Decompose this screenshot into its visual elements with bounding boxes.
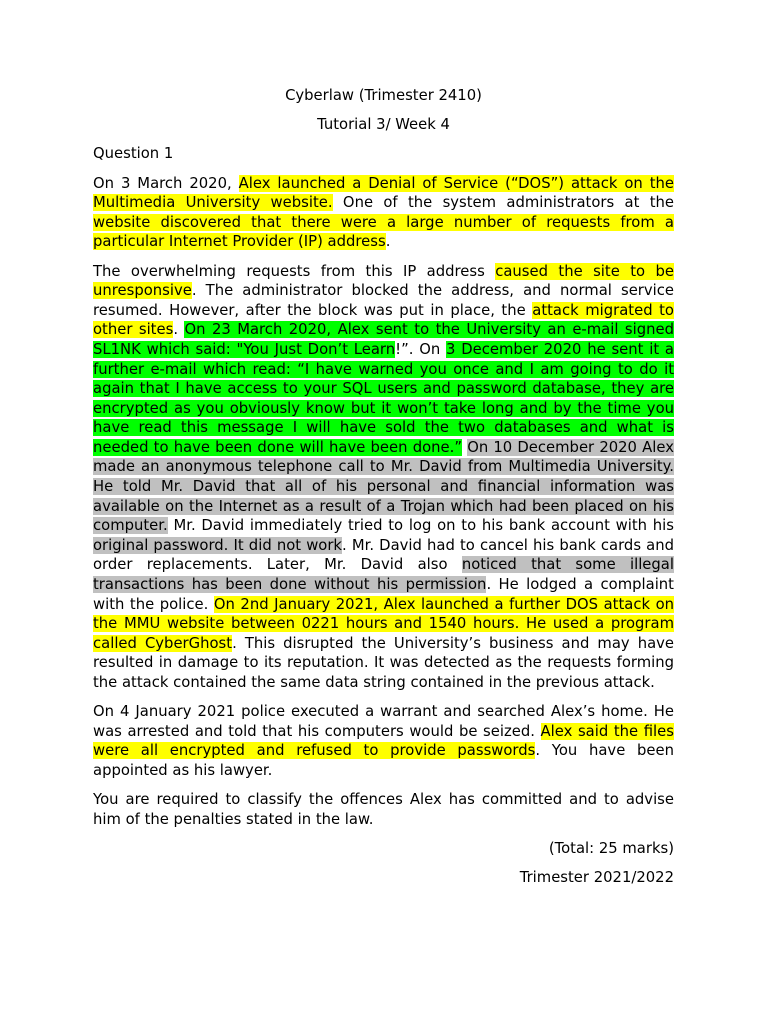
text-segment: On 3 March 2020, xyxy=(93,174,239,192)
text-segment: !”. On xyxy=(395,340,447,358)
text-segment: The overwhelming requests from this IP address xyxy=(93,262,496,280)
text-segment: . Mr. David had to cancel his bank cards and order replacements. Later, Mr. David also xyxy=(93,536,674,574)
highlighted-text: 3 December 2020 he sent it a further e-mail which read: “I have warned you once and I am going to do it again that I have access to your SQL users and password database, they are encrypted as you obviously know but it won’t take long and by the time you have read this message I will have sold the two databases and what is needed to have been done will have been done.” xyxy=(93,340,674,456)
highlighted-text: On 2nd January 2021, Alex launched a further DOS attack on the MMU website between 0221 hours and 1540 hours. He used a program called CyberGhost xyxy=(93,595,674,652)
document-page xyxy=(93,86,674,897)
paragraph xyxy=(93,174,674,252)
question-heading: Question 1 xyxy=(93,145,174,163)
text-segment: . xyxy=(173,321,185,339)
highlighted-text: Alex said the files were all encrypted and refused to provide passwords xyxy=(93,722,674,760)
document-subtitle: Tutorial 3/ Week 4 xyxy=(317,116,450,134)
highlighted-text: On 23 March 2020, Alex sent to the University an e-mail signed SL1NK which said: "You Just Don’t Learn xyxy=(93,321,674,358)
highlighted-text: attack migrated to other sites xyxy=(93,301,674,339)
highlighted-text: noticed that some illegal transactions has been done without his permission xyxy=(93,556,674,594)
highlighted-text: website discovered that there were a large number of requests from a particular Internet Provider (IP) address xyxy=(93,213,674,251)
text-segment: You are required to classify the offences Alex has committed and to advise him of the penalties stated in the law. xyxy=(93,791,674,828)
text-segment: . The administrator blocked the address, and normal service resumed. However, after the block was put in place, the xyxy=(93,282,674,319)
highlighted-text: Alex launched a Denial of Service (“DOS”) attack on the Multimedia University website. xyxy=(93,174,674,212)
document-title: Cyberlaw (Trimester 2410) xyxy=(285,87,482,104)
paragraph xyxy=(93,790,674,829)
text-segment: Mr. David immediately tried to log on to his bank account with his xyxy=(167,517,674,535)
highlighted-text: caused the site to be unresponsive xyxy=(93,262,674,300)
text-segment: . He lodged a complaint with the police. xyxy=(93,576,674,613)
highlighted-text: original password. It did not work xyxy=(93,536,343,554)
text-segment: On 4 January 2021 police executed a warrant and searched Alex’s home. He was arrested and told that his computers would be seized. xyxy=(93,703,674,740)
paragraph xyxy=(93,262,674,693)
highlighted-text: On 10 December 2020 Alex made an anonymous telephone call to Mr. David from Multimedia University. He told Mr. David that all of his personal and financial information was available on the Internet as a result of a Trojan which had been placed on his computer. xyxy=(93,438,674,535)
text-segment: . This disrupted the University’s business and may have resulted in damage to its reputation. It was detected as the requests forming the attack contained the same data string contained in the previous attack. xyxy=(93,634,674,691)
text-segment: . You have been appointed as his lawyer. xyxy=(93,742,674,779)
text-segment: One of the system administrators at the xyxy=(332,194,674,212)
trimester-label: Trimester 2021/2022 xyxy=(519,869,674,887)
total-marks: (Total: 25 marks) xyxy=(548,839,674,857)
text-segment: . xyxy=(385,233,391,251)
paragraph xyxy=(93,702,674,780)
